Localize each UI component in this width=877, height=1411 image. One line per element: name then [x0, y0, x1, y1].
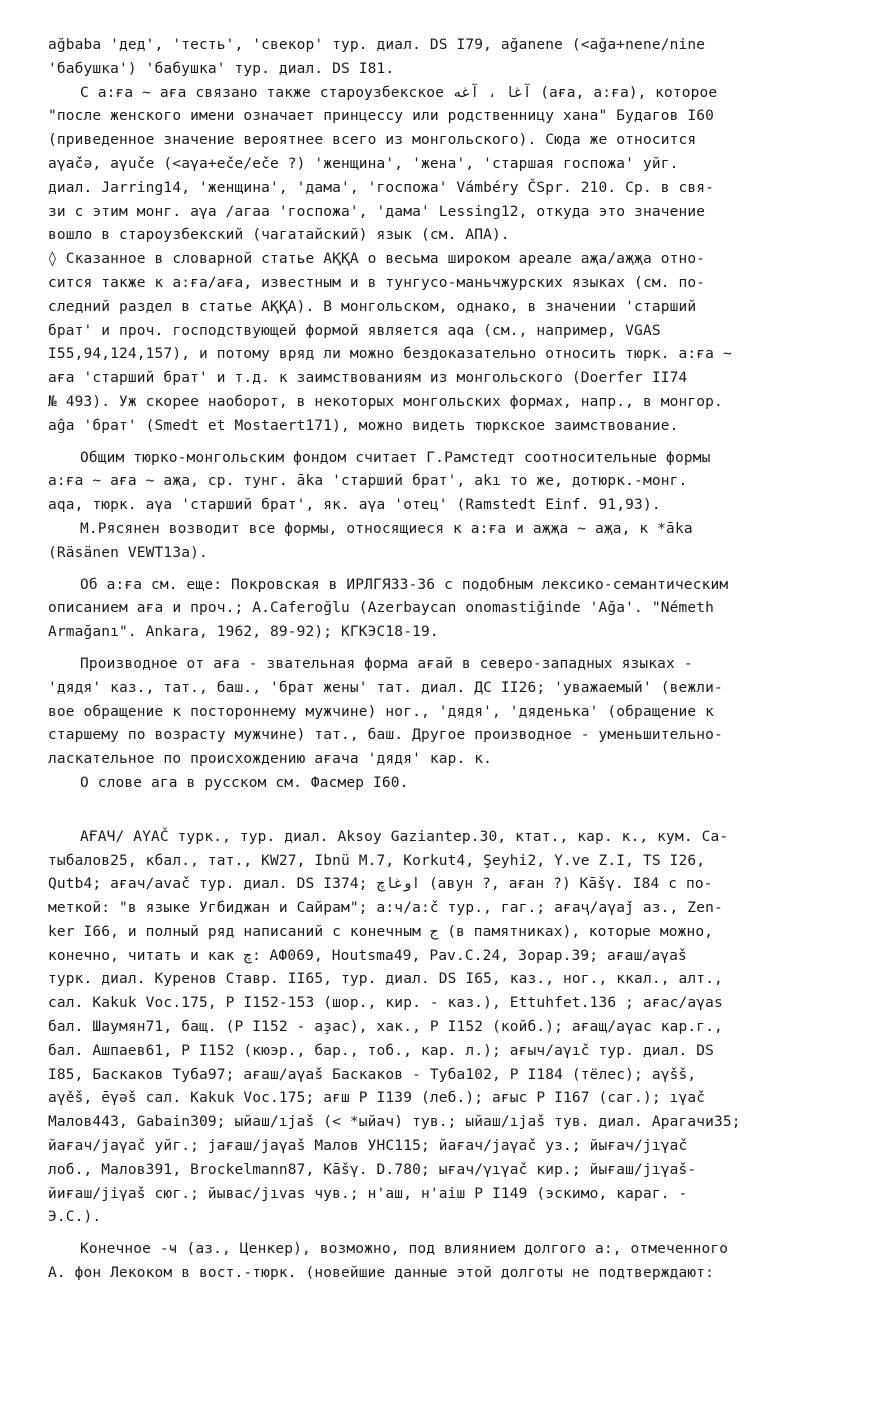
text-line: ağbaba 'дед', 'тесть', 'свекор' тур. диал. DS I79, ağanene (<ağa+nene/nine: [48, 37, 706, 53]
text-line: брат' и проч. господствующей формой является aqa (см., например, VGAS: [48, 322, 661, 339]
text-line: Э.С.).: [48, 1209, 102, 1226]
text-line: тыбалов25, кбал., тат., KW27, Ibnü M.7, Korkut4, Şeyhi2, Y.ve Z.I, TS I26,: [48, 852, 706, 869]
text-line: aγačə, aγuče (<aγa+eče/eče ?) 'женщина', 'жена', 'старшая госпожа' уйг.: [48, 155, 679, 172]
text-line: ласкательное по происхождению ағача 'дядя' кар. к.: [48, 751, 492, 768]
text-line: меткой: "в языке Угбиджан и Сайрам"; а:ч/a:č тур., гаг.; ағаҷ/aγaǰ аз., Zen-: [48, 900, 723, 917]
text-line: старшему по возрасту мужчине) тат., баш. Другое производное - уменьшительно-: [48, 727, 723, 744]
article-agach: [48, 826, 859, 1286]
text-line: зи с этим монг. aγa /агаа 'госпожа', 'дама' Lessing12, откуда это значение: [48, 203, 706, 220]
text-line: Производное от аға - звательная форма ағай в северо-западных языках -: [80, 655, 693, 672]
text-line: "после женского имени означает принцессу или родственницу хана" Будагов I60: [48, 108, 714, 125]
text-line: йиғаш/jiγaš сюг.; йывас/jıvas чув.; н'аш, н'аіш P I149 (эскимо, караг. -: [48, 1185, 688, 1202]
text-line: сится также к а:ға/аға, известным и в тунгусо-маньчжурских языках (см. по-: [48, 274, 706, 291]
text-line: Малов443, Gabain309; ыйаш/ıjaš (< *ыйач) тув.; ыйаш/ıjaš тув. диал. Арагачи35;: [48, 1114, 741, 1131]
headword-line: АҒАЧ/ AΥAČ турк., тур. диал. Aksoy Gaziantep.30, ктат., кар. к., кум. Са-: [80, 828, 729, 845]
text-line: сал. Kakuk Voc.175, P I152-153 (шор., кир. - каз.), Ettuhfet.136 ; ағас/aγas: [48, 995, 723, 1012]
text-line: бал. Ашпаев61, P I152 (кюэр., бар., тоб., кар. л.); ағыч/aγıč тур. диал. DS: [48, 1042, 714, 1059]
text-line: йағач/jaγač уйг.; jағаш/jaγaš Малов УНС115; йағач/jaγač уз.; йығач/jıγač: [48, 1138, 688, 1155]
text-line: диал. Jarring14, 'женщина', 'дама', 'госпожа' Vámbéry ČSpr. 210. Ср. в свя-: [48, 179, 714, 196]
text-line: А. фон Лекоком в вост.-тюрк. (новейшие данные этой долготы не подтверждают:: [48, 1265, 714, 1282]
text-line: aĝa 'брат' (Smedt et Mostaert171), можно видеть тюркское заимствование.: [48, 417, 679, 434]
text-line: (Räsänen VEWT13a).: [48, 544, 208, 561]
text-line: ker I66, и полный ряд написаний с конечным ج (в памятниках), которые можно,: [48, 923, 714, 940]
text-line: aqa, тюрк. aγa 'старший брат', як. aγa 'отец' (Ramstedt Einf. 91,93).: [48, 497, 661, 514]
text-line: I85, Баскаков Туба97; ағаш/aγaš Баскаков - Туба102, P I184 (тёлес); aγšš,: [48, 1066, 697, 1083]
text-line: бал. Шаумян71, бащ. (P I152 - аҙас), хак., P I152 (койб.); ағащ/aγac кар.г.,: [48, 1019, 723, 1036]
text-line: М.Рясянен возводит все формы, относящиеся к а:ға и аҗҗа ~ аҗа, к *āka: [80, 520, 693, 537]
text-line: 'бабушка') 'бабушка' тур. диал. DS I81.: [48, 60, 395, 77]
text-line: Armağanı". Ankara, 1962, 89-92); КГКЭС18-19.: [48, 624, 439, 641]
text-line: Конечное -ҹ (аз., Ценкер), возможно, под влиянием долгого а:, отмеченного: [80, 1241, 729, 1258]
text-line: 'дядя' каз., тат., баш., 'брат жены' тат. диал. ДС II26; 'уважаемый' (вежли-: [48, 679, 723, 696]
text-line: aγěš, ēγəš сал. Kakuk Voc.175; ағш P I139 (леб.); ағыс P I167 (саг.); ıγač: [48, 1090, 706, 1107]
text-line: аға 'старший брат' и т.д. к заимствованиям из монгольского (Doerfer II74: [48, 370, 688, 387]
text-line: вошло в староузбекский (чагатайский) язык (см. АПА).: [48, 227, 510, 244]
text-line: вое обращение к постороннему мужчине) ног., 'дядя', 'дяденька' (обращение к: [48, 703, 714, 720]
text-line: турк. диал. Куренов Ставр. II65, тур. диал. DS I65, каз., ног., ккал., алт.,: [48, 971, 723, 988]
text-line: О слове ага в русском см. Фасмер I60.: [80, 774, 409, 791]
text-line: ◊ Сказанное в словарной статье АҚҚА о весьма широком ареале аҗа/аҗҗа отно-: [48, 251, 706, 268]
text-line: № 493). Уж скорее наоборот, в некоторых монгольских формах, напр., в монгор.: [48, 393, 723, 410]
text-line: лоб., Малов391, Brockelmann87, Kāšγ. D.780; ығач/γıγač кир.; йығаш/jıγaš-: [48, 1161, 697, 1178]
text-line: I55,94,124,157), и потому вряд ли можно бездоказательно относить тюрк. а:ға ~: [48, 346, 732, 363]
text-line: описанием аға и проч.; A.Caferoğlu (Azerbaycan onomastiğinde 'Ağa'. "Németh: [48, 600, 714, 617]
article-aga-continuation: [48, 34, 859, 796]
text-line: следний раздел в статье АҚҚА). В монгольском, однако, в значении 'старший: [48, 298, 697, 315]
text-line: Об а:ға см. еще: Покровская в ИРЛГЯ33-36 с подобным лексико-семантическим: [80, 576, 729, 593]
text-line: С а:ға ~ аға связано также староузбекское آغا ، آغه (аға, а:ға), которое: [80, 84, 718, 101]
text-line: Общим тюрко-монгольским фондом считает Г.Рамстедт соотносительные формы: [80, 449, 711, 466]
text-line: а:ға ~ аға ~ аҗа, ср. тунг. ākа 'старший брат', akı то же, дотюрк.-монг.: [48, 473, 688, 490]
text-line: (приведенное значение вероятнее всего из монгольского). Сюда же относится: [48, 132, 697, 149]
text-line: Qutb4; ағач/avač тур. диал. DS I374; اوغاچ (авун ?, аған ?) Kāšγ. I84 с по-: [48, 876, 713, 893]
text-line: конечно, читать и как چ: АФ069, Houtsma49, Pav.C.24, Зорар.39; ағаш/aγaš: [48, 947, 687, 964]
